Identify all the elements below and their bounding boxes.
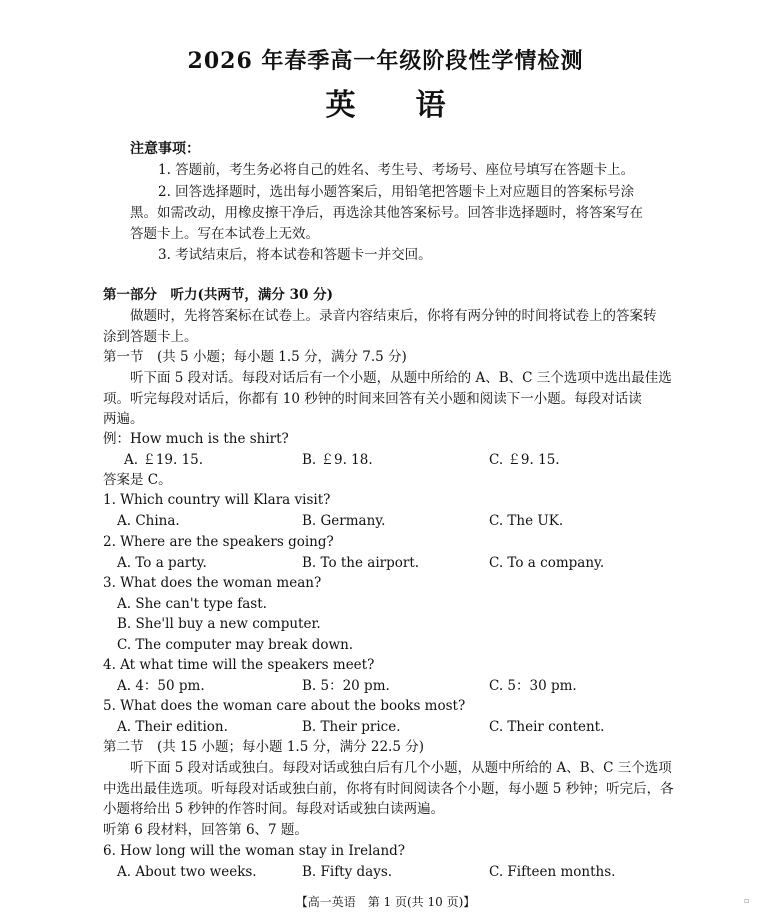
notice-line: 1. 答题前，考生务必将自己的姓名、考生号、考场号、座位号填写在答题卡上。 bbox=[158, 162, 635, 178]
q6-option-c: C. Fifteen months. bbox=[489, 864, 616, 880]
material-6-instruction: 听第 6 段材料，回答第 6、7 题。 bbox=[103, 822, 308, 838]
part1-heading: 第一部分 听力(共两节，满分 30 分) bbox=[103, 287, 333, 303]
q2-option-a: A. To a party. bbox=[117, 555, 207, 571]
q1-option-a: A. China. bbox=[117, 513, 180, 529]
section1-intro-line: 听下面 5 段对话。每段对话后有一个小题，从题中所给的 A、B、C 三个选项中选出最佳选 bbox=[130, 370, 672, 386]
section1-intro-line: 项。听完每段对话后，你都有 10 秒钟的时间来回答有关小题和阅读下一小题。每段对话读 bbox=[103, 391, 642, 407]
part1-intro-line: 做题时，先将答案标在试卷上。录音内容结束后，你将有两分钟的时间将试卷上的答案转 bbox=[130, 308, 657, 324]
question-1: 1. Which country will Klara visit? bbox=[103, 492, 331, 508]
section2-heading: 第二节 (共 15 小题；每小题 1.5 分，满分 22.5 分) bbox=[103, 739, 424, 755]
part1-intro-line: 涂到答题卡上。 bbox=[103, 329, 198, 345]
q1-option-b: B. Germany. bbox=[302, 513, 386, 529]
q3-option-b: B. She'll buy a new computer. bbox=[117, 616, 321, 632]
section2-intro-line: 小题将给出 5 秒钟的作答时间。每段对话或独白读两遍。 bbox=[103, 801, 445, 817]
section2-intro-line: 中选出最佳选项。听每段对话或独白前，你将有时间阅读各个小题，每小题 5 秒钟；听完后，各 bbox=[103, 781, 674, 797]
notice-heading: 注意事项： bbox=[130, 141, 200, 157]
section1-intro-line: 两遍。 bbox=[103, 411, 144, 427]
q6-option-b: B. Fifty days. bbox=[302, 864, 393, 880]
question-4: 4. At what time will the speakers meet? bbox=[103, 657, 375, 673]
section2-intro-line: 听下面 5 段对话或独白。每段对话或独白后有几个小题，从题中所给的 A、B、C 三个选项 bbox=[130, 760, 672, 776]
page-footer: 【高一英语 第 1 页(共 10 页)】 bbox=[295, 895, 476, 909]
q5-option-b: B. Their price. bbox=[302, 719, 401, 735]
question-3: 3. What does the woman mean? bbox=[103, 575, 322, 591]
q4-option-c: C. 5：30 pm. bbox=[489, 678, 577, 694]
question-2: 2. Where are the speakers going? bbox=[103, 534, 334, 550]
q2-option-b: B. To the airport. bbox=[302, 555, 420, 571]
example-option-b: B. ￡9. 18. bbox=[302, 452, 373, 468]
question-5: 5. What does the woman care about the books most? bbox=[103, 698, 466, 714]
q5-option-c: C. Their content. bbox=[489, 719, 605, 735]
q6-option-a: A. About two weeks. bbox=[117, 864, 257, 880]
question-6: 6. How long will the woman stay in Ireland? bbox=[103, 843, 406, 859]
q1-option-c: C. The UK. bbox=[489, 513, 564, 529]
q3-option-c: C. The computer may break down. bbox=[117, 637, 354, 653]
q2-option-c: C. To a company. bbox=[489, 555, 605, 571]
notice-line: 答题卡上。写在本试卷上无效。 bbox=[130, 226, 319, 242]
q4-option-b: B. 5：20 pm. bbox=[302, 678, 390, 694]
exam-title: 2026 年春季高一年级阶段性学情检测 bbox=[187, 48, 584, 74]
q5-option-a: A. Their edition. bbox=[117, 719, 228, 735]
q4-option-a: A. 4：50 pm. bbox=[117, 678, 205, 694]
example-option-a: A. ￡19. 15. bbox=[124, 452, 204, 468]
corner-mark: ▫ bbox=[744, 896, 750, 905]
q3-option-a: A. She can't type fast. bbox=[117, 596, 267, 612]
example-answer: 答案是 C。 bbox=[103, 472, 172, 488]
subject-title: 英语 bbox=[325, 88, 506, 123]
section1-heading: 第一节 (共 5 小题；每小题 1.5 分，满分 7.5 分) bbox=[103, 349, 407, 365]
example-option-c: C. ￡9. 15. bbox=[489, 452, 560, 468]
example-question: 例：How much is the shirt? bbox=[103, 431, 289, 447]
notice-line: 3. 考试结束后，将本试卷和答题卡一并交回。 bbox=[158, 247, 432, 263]
notice-line: 2. 回答选择题时，选出每小题答案后，用铅笔把答题卡上对应题目的答案标号涂 bbox=[158, 184, 635, 200]
notice-line: 黑。如需改动，用橡皮擦干净后，再选涂其他答案标号。回答非选择题时，将答案写在 bbox=[130, 205, 643, 221]
